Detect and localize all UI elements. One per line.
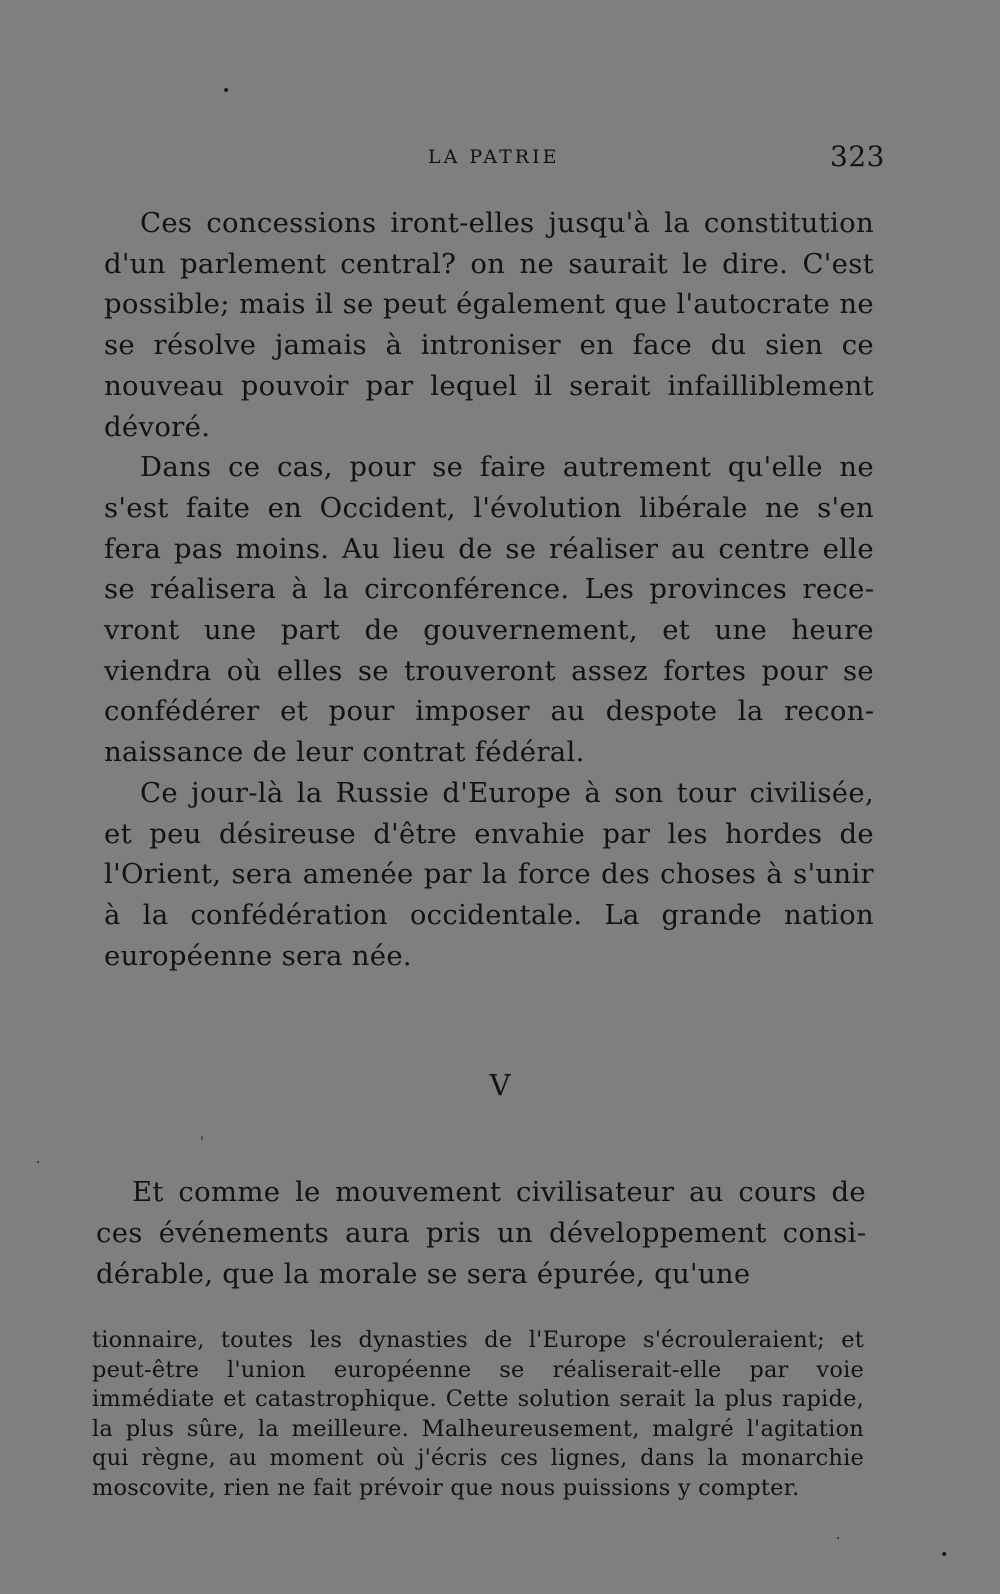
section-text bbox=[96, 1172, 866, 1295]
footnote-text: tionnaire, toutes les dynasties de l'Europe s'écrouleraient; et peut-être l'union européenne se réaliserait-elle par voie immédiate et catastrophique. Cette solution serait la plus rapide, la plus sûre, la meilleure. Malheureusement, malgré l'agitation qui règne, au moment où j'écris ces lignes, dans la monarchie moscovite, rien ne fait prévoir que nous puissions y compter. bbox=[92, 1327, 864, 1501]
print-speck: · bbox=[836, 1531, 841, 1547]
print-speck: ˈ bbox=[200, 1135, 204, 1151]
running-title: LA PATRIE bbox=[428, 146, 560, 168]
print-speck: · bbox=[36, 1155, 41, 1171]
print-speck: • bbox=[940, 1547, 949, 1563]
main-text bbox=[104, 203, 874, 976]
print-speck: • bbox=[222, 83, 231, 99]
running-head bbox=[0, 140, 1000, 180]
paragraph: Ces concessions iront-elles jusqu'à la constitution d'un parlement central? on ne saurait le dire. C'est possible; mais il se peut également que l'autocrate ne se résolve jamais à introniser en face du sien ce nouveau pouvoir par lequel il serait infailliblement dévoré. bbox=[104, 207, 874, 443]
section-heading: V bbox=[489, 1068, 511, 1102]
paragraph: Et comme le mouvement civilisateur au cours de ces événements aura pris un développement considérable, que la morale se sera épurée, qu'une bbox=[96, 1176, 866, 1290]
paragraph: Dans ce cas, pour se faire autrement qu'elle ne s'est faite en Occident, l'évolution libérale ne s'en fera pas moins. Au lieu de se réaliser au centre elle se réalisera à la circonférence. Les provinces recevront une part de gouvernement, et une heure viendra où elles se trouveront assez fortes pour se confédérer et pour imposer au despote la reconnaissance de leur contrat fédéral. bbox=[104, 451, 874, 769]
footnote bbox=[92, 1326, 864, 1503]
page-number: 323 bbox=[830, 140, 885, 173]
paragraph: Ce jour-là la Russie d'Europe à son tour civilisée, et peu désireuse d'être envahie par les hordes de l'Orient, sera amenée par la force des choses à s'unir à la confédération occidentale. La grande nation européenne sera née. bbox=[104, 776, 874, 972]
